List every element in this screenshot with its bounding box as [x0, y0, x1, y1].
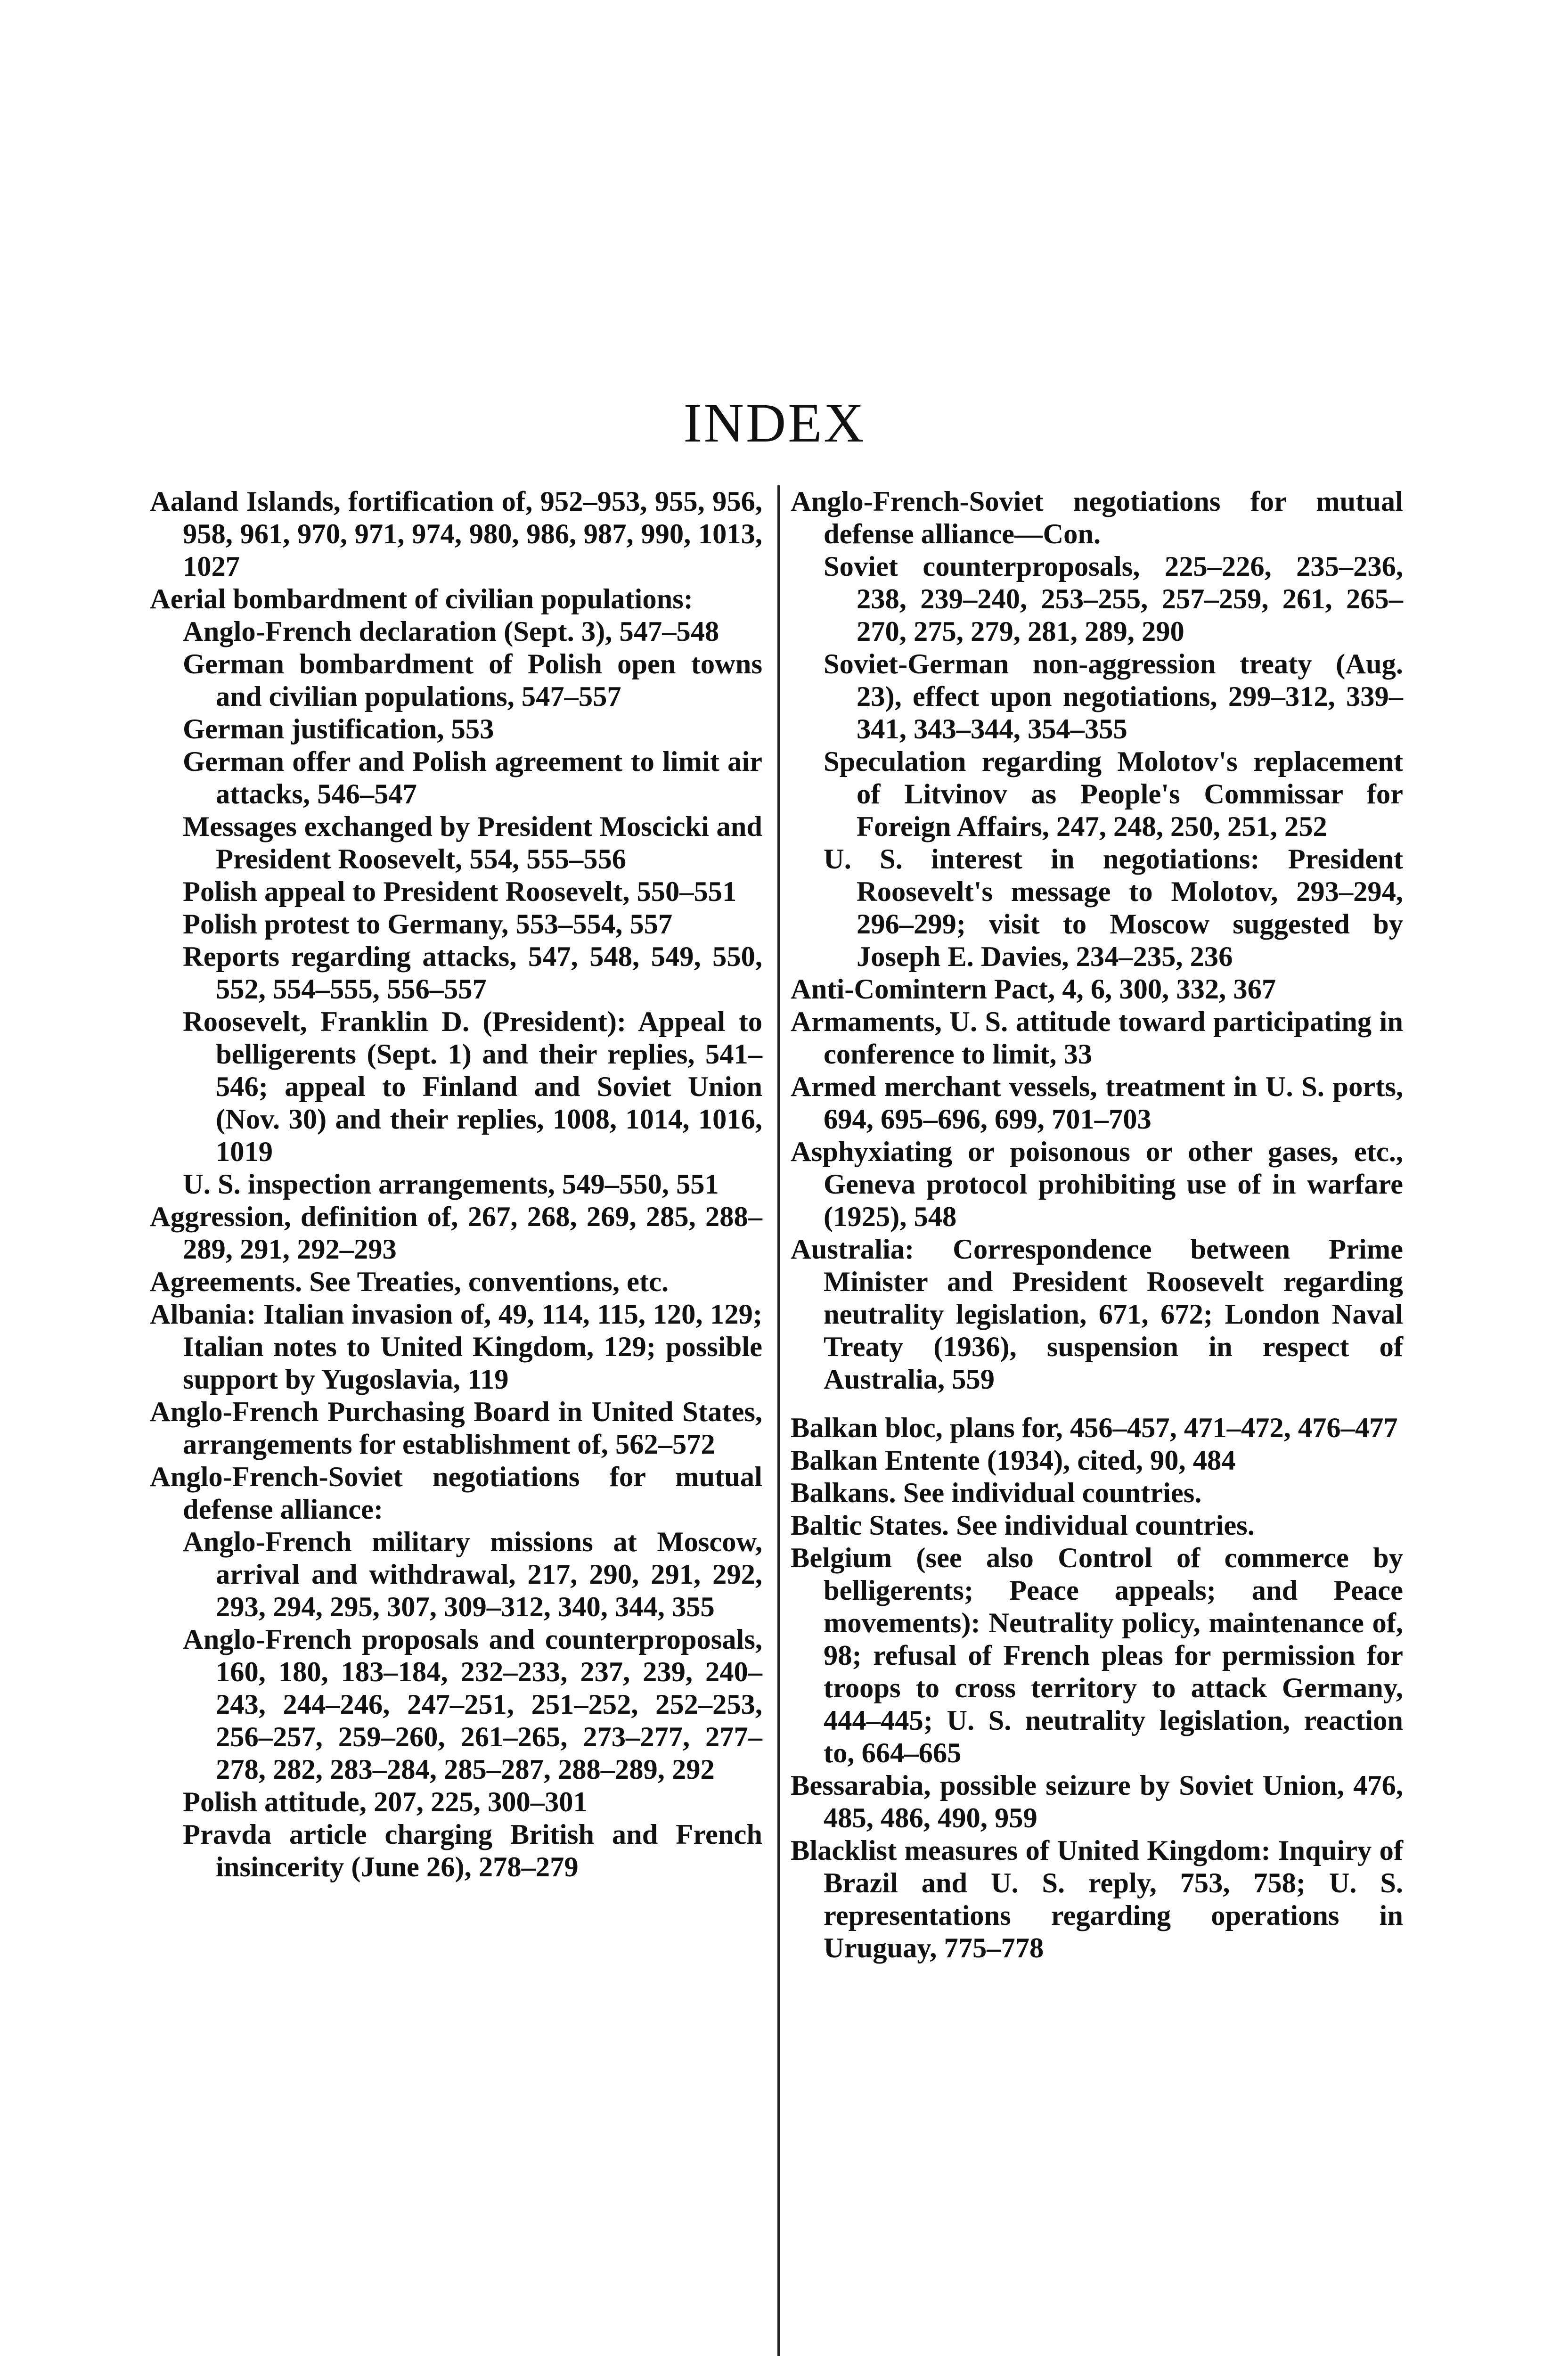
index-entry — [150, 1298, 762, 1396]
entry-text: Speculation regarding Molotov's replacement of Litvinov as People's Commissar for Foreign Affairs, 247, 248, 250, 251, 252 — [824, 746, 1403, 843]
index-entry — [150, 1266, 762, 1298]
index-subentry — [791, 550, 1403, 648]
entry-text: Anglo-French declaration (Sept. 3), 547–548 — [183, 616, 719, 647]
entry-text: Baltic States. See individual countries. — [791, 1510, 1255, 1541]
index-entry — [791, 1136, 1403, 1233]
index-subentry — [150, 648, 762, 713]
entry-text: U. S. interest in negotiations: President Roosevelt's message to Molotov, 293–294, 296–299; visit to Moscow suggested by Joseph E. Davies, 234–235, 236 — [824, 843, 1403, 973]
entry-text: Aggression, definition of, 267, 268, 269, 285, 288–289, 291, 292–293 — [150, 1201, 762, 1265]
index-entry — [791, 485, 1403, 550]
entry-text: Blacklist measures of United Kingdom: Inquiry of Brazil and U. S. reply, 753, 758; U. S. representations regarding operations in Uruguay, 775–778 — [791, 1835, 1403, 1964]
entry-text: Anglo-French-Soviet negotiations for mutual defense alliance: — [150, 1461, 762, 1525]
index-subentry — [150, 1168, 762, 1201]
entry-text: Anti-Comintern Pact, 4, 6, 300, 332, 367 — [791, 973, 1276, 1005]
index-entry — [791, 1071, 1403, 1136]
entry-text: U. S. inspection arrangements, 549–550, 551 — [183, 1169, 719, 1200]
index-entry — [791, 1233, 1403, 1396]
entry-text: Anglo-French Purchasing Board in United States, arrangements for establishment of, 562–572 — [150, 1396, 762, 1460]
entry-text: Soviet counterproposals, 225–226, 235–236, 238, 239–240, 253–255, 257–259, 261, 265–270, 275, 279, 281, 289, 290 — [824, 551, 1403, 647]
entry-text: Balkan Entente (1934), cited, 90, 484 — [791, 1445, 1236, 1476]
entry-text: Anglo-French proposals and counterproposals, 160, 180, 183–184, 232–233, 237, 239, 240–243, 244–246, 247–251, 251–252, 252–253, 256–257, 259–260, 261–265, 273–277, 277–278, 282, 283–284, 285–287, 288–289, 292 — [183, 1624, 762, 1785]
left-column — [150, 485, 762, 1883]
index-entry — [150, 1201, 762, 1266]
entry-text: Messages exchanged by President Moscicki and President Roosevelt, 554, 555–556 — [183, 811, 762, 875]
entry-text: Australia: Correspondence between Prime Minister and President Roosevelt regarding neutrality legislation, 671, 672; London Naval Treaty (1936), suspension in respect of Australia, 559 — [791, 1234, 1403, 1395]
index-subentry — [150, 941, 762, 1006]
index-entry — [150, 1461, 762, 1526]
entry-text: Anglo-French-Soviet negotiations for mutual defense alliance—Con. — [791, 486, 1403, 550]
index-entry — [791, 1834, 1403, 1964]
entry-text: Aaland Islands, fortification of, 952–953, 955, 956, 958, 961, 970, 971, 974, 980, 986, 987, 990, 1013, 1027 — [150, 486, 762, 582]
entry-text: Roosevelt, Franklin D. (President): Appeal to belligerents (Sept. 1) and their replies, 541–546; appeal to Finland and Soviet Union (Nov. 30) and their replies, 1008, 1014, 1016, 1019 — [183, 1006, 762, 1168]
entry-text: Agreements. See Treaties, conventions, etc. — [150, 1266, 669, 1298]
index-entry — [150, 583, 762, 615]
index-subentry — [791, 745, 1403, 843]
entry-text: Anglo-French military missions at Moscow, arrival and withdrawal, 217, 290, 291, 292, 293, 294, 295, 307, 309–312, 340, 344, 355 — [183, 1526, 762, 1623]
index-subentry — [150, 1006, 762, 1168]
index-subentry — [791, 648, 1403, 745]
index-entry — [150, 1396, 762, 1461]
entry-text: Albania: Italian invasion of, 49, 114, 115, 120, 129; Italian notes to United Kingdom, 129; possible support by Yugoslavia, 119 — [150, 1299, 762, 1395]
entry-text: German justification, 553 — [183, 713, 494, 745]
entry-text: Balkans. See individual countries. — [791, 1477, 1202, 1509]
entry-text: Bessarabia, possible seizure by Soviet Union, 476, 485, 486, 490, 959 — [791, 1770, 1403, 1834]
index-entry — [791, 1769, 1403, 1834]
index-entry — [791, 973, 1403, 1006]
index-subentry — [150, 875, 762, 908]
entry-text: German offer and Polish agreement to limit air attacks, 546–547 — [183, 746, 762, 810]
entry-text: Balkan bloc, plans for, 456–457, 471–472, 476–477 — [791, 1412, 1398, 1444]
index-entry — [791, 1006, 1403, 1071]
index-entry — [791, 1444, 1403, 1477]
index-subentry — [791, 843, 1403, 973]
page-title: INDEX — [683, 392, 866, 454]
right-column — [791, 485, 1403, 1964]
index-entry — [791, 1412, 1403, 1444]
entry-text: Belgium (see also Control of commerce by belligerents; Peace appeals; and Peace movements): Neutrality policy, maintenance of, 98; refusal of French pleas for permission for troops to cross territory to attack Germany, 444–445; U. S. neutrality legislation, reaction to, 664–665 — [791, 1542, 1403, 1769]
entry-text: Asphyxiating or poisonous or other gases, etc., Geneva protocol prohibiting use of in warfare (1925), 548 — [791, 1136, 1403, 1233]
entry-text: Pravda article charging British and French insincerity (June 26), 278–279 — [183, 1819, 762, 1883]
index-subentry — [150, 810, 762, 875]
entry-text: Soviet-German non-aggression treaty (Aug. 23), effect upon negotiations, 299–312, 339–341, 343–344, 354–355 — [824, 648, 1403, 745]
index-entry — [791, 1542, 1403, 1769]
index-subentry — [150, 1786, 762, 1818]
column-divider — [777, 485, 780, 2356]
index-subentry — [150, 1526, 762, 1623]
index-entry — [150, 485, 762, 583]
index-subentry — [150, 1623, 762, 1786]
index-subentry — [150, 713, 762, 745]
entry-text: Armed merchant vessels, treatment in U. S. ports, 694, 695–696, 699, 701–703 — [791, 1071, 1403, 1135]
entry-text: Polish protest to Germany, 553–554, 557 — [183, 908, 673, 940]
entry-text: Reports regarding attacks, 547, 548, 549, 550, 552, 554–555, 556–557 — [183, 941, 762, 1005]
index-subentry — [150, 908, 762, 941]
index-subentry — [150, 745, 762, 810]
index-entry — [791, 1509, 1403, 1542]
index-subentry — [150, 615, 762, 648]
entry-text: German bombardment of Polish open towns and civilian populations, 547–557 — [183, 648, 762, 712]
entry-text: Armaments, U. S. attitude toward participating in conference to limit, 33 — [791, 1006, 1403, 1070]
index-subentry — [150, 1818, 762, 1883]
entry-text: Aerial bombardment of civilian populations: — [150, 583, 693, 615]
entry-text: Polish attitude, 207, 225, 300–301 — [183, 1786, 588, 1818]
entry-text: Polish appeal to President Roosevelt, 550–551 — [183, 876, 737, 908]
index-entry — [791, 1477, 1403, 1509]
